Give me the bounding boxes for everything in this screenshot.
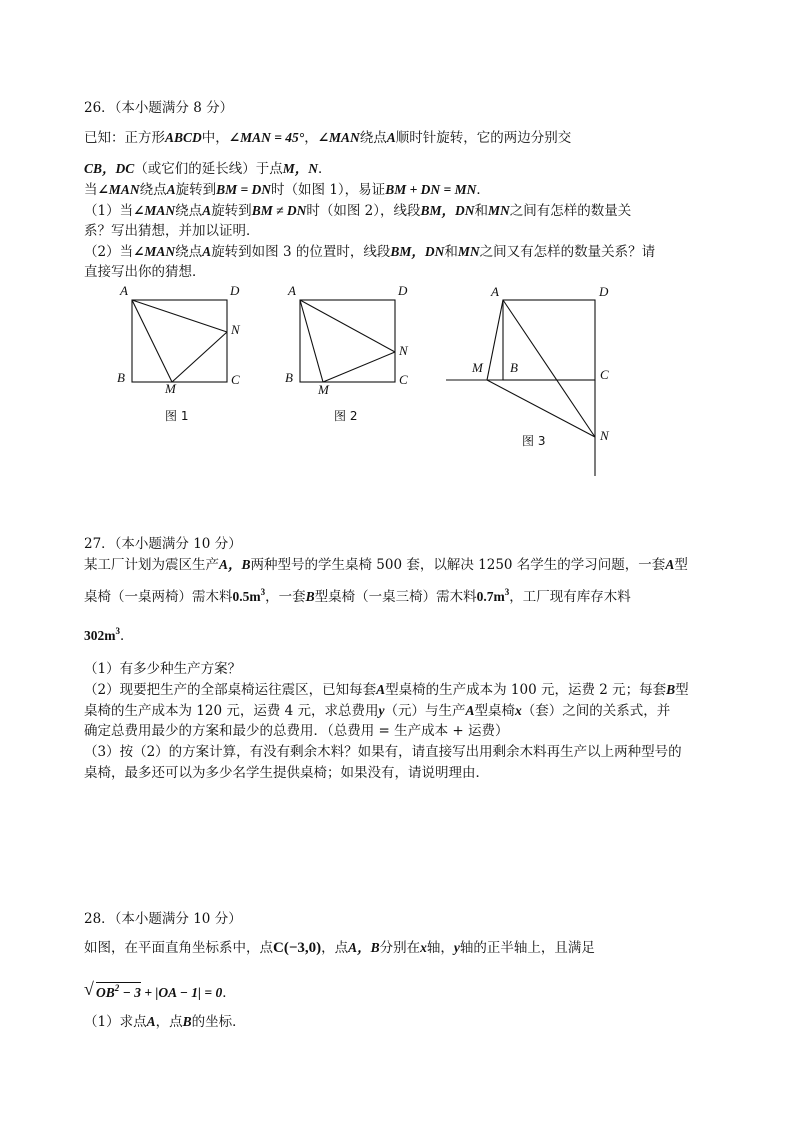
fig2-label-n: N [399, 343, 408, 358]
q27-sub3-line1: （3）按（2）的方案计算，有没有剩余木料？如果有，请直接写出用剩余木料再生产以上两种型号的 [84, 744, 682, 760]
math: ABCD [165, 130, 202, 145]
q27-sub1: （1）有多少种生产方案？ [84, 661, 242, 677]
text: ，点 [321, 940, 349, 956]
text: （1）求点 [84, 1014, 147, 1030]
text: 的坐标． [191, 1014, 246, 1030]
math: MN [488, 203, 510, 218]
fig2-label-a: A [288, 283, 296, 298]
math-value: 0.5m [232, 589, 261, 604]
text: ， [304, 130, 318, 146]
text: 型桌椅 [474, 703, 516, 719]
q27-sub2-line1 [84, 681, 689, 699]
math: ∠MAN [133, 244, 176, 259]
text: 绕点 [175, 244, 203, 260]
q27-line2 [84, 588, 631, 606]
q27-line3 [84, 627, 134, 645]
text: （2）现要把生产的全部桌椅运往震区，已知每套 [84, 682, 377, 698]
text: ，工厂现有库存木料 [509, 589, 631, 605]
fig3-segment-mn [487, 380, 595, 437]
q28-line1 [84, 939, 595, 957]
text: 轴， [426, 940, 454, 956]
fig2-label-d: D [398, 283, 408, 298]
q27-sub2-line3: 确定总费用最少的方案和最少的总费用．（总费用 = 生产成本 + 运费） [84, 723, 509, 739]
superscript: 2 [114, 983, 120, 993]
text: ． [318, 161, 332, 177]
math: ∠MAN [133, 203, 176, 218]
text: （元）与生产 [384, 703, 466, 719]
text: 旋转到 [175, 182, 217, 198]
q27-sub3-line2: 桌椅，最多还可以为多少名学生提供桌椅；如果没有，请说明理由． [84, 765, 489, 781]
text: ，点 [155, 1014, 183, 1030]
text: ． [120, 628, 134, 644]
text: 轴的正半轴上，且满足 [459, 940, 595, 956]
text: 型 [674, 557, 688, 573]
math: ∠MAN [97, 182, 140, 197]
math: A [202, 203, 212, 218]
fig1-label-m: M [165, 381, 176, 396]
fig3-label-c: C [600, 367, 609, 382]
text: 和 [474, 203, 489, 219]
text: （或它们的延长线）于点 [134, 161, 283, 177]
text: （1）当 [84, 203, 134, 219]
math: − 3 [119, 985, 141, 1000]
q28-equation [84, 979, 236, 1002]
q26-sub1-line2: 系？写出猜想，并加以证明． [84, 223, 260, 239]
fig2-label-b: B [285, 370, 293, 385]
text: 和 [444, 244, 458, 260]
fig1-caption: 图 1 [165, 409, 189, 423]
text: （套）之间的关系式，并 [521, 703, 671, 719]
math: A，B [348, 940, 380, 955]
fig3-label-a: A [491, 284, 499, 299]
math: ∠MAN = 45° [228, 130, 305, 145]
text: 桌椅（一桌两椅）需木料 [84, 589, 233, 605]
text: 之间又有怎样的数量关系？请 [479, 244, 656, 260]
q28-sub1 [84, 1013, 246, 1031]
text: 之间有怎样的数量关 [509, 203, 632, 219]
math: A [386, 130, 396, 145]
text: 型 [675, 682, 689, 698]
math: A，B [219, 557, 251, 572]
math: B [666, 682, 676, 697]
fig1-segment-mn [172, 332, 227, 382]
math: A [665, 557, 675, 572]
fig1-segment-am [132, 300, 172, 382]
fig1-label-a: A [120, 283, 128, 298]
math: ∠MAN [317, 130, 360, 145]
text: 顺时针旋转，它的两边分别交 [395, 130, 572, 146]
fig1-square [132, 300, 227, 382]
fig2-segment-am [300, 300, 323, 382]
text: ． [222, 985, 236, 1001]
fig3-label-d: D [599, 284, 609, 299]
math: CB，DC [84, 161, 135, 176]
text: 某工厂计划为震区生产 [84, 557, 219, 573]
text: 当 [84, 182, 98, 198]
fig1-label-c: C [231, 372, 240, 387]
fig2-segment-an [300, 300, 395, 352]
q27-header: 27．（本小题满分 10 分） [84, 536, 242, 552]
q26-figures [0, 0, 794, 500]
fig2-label-m: M [318, 382, 329, 397]
text: ，一套 [265, 589, 306, 605]
superscript: 3 [504, 587, 510, 597]
q26-header: 26．（本小题满分 8 分） [84, 100, 234, 116]
math: BM，DN [420, 203, 475, 218]
text: 两种型号的学生桌椅 500 套，以解决 1250 名学生的学习问题，一套 [250, 557, 666, 573]
math [233, 589, 266, 604]
text: ． [476, 182, 490, 198]
math-value: 0.7m [476, 589, 505, 604]
math: MN [457, 244, 480, 259]
text: 分别在 [379, 940, 421, 956]
fig3-segment-am [487, 300, 503, 380]
radical-sign-icon: √ [84, 979, 94, 999]
superscript: 3 [260, 587, 266, 597]
math: BM，DN [390, 244, 445, 259]
text: 已知：正方形 [84, 130, 165, 146]
fig1-label-n: N [231, 322, 240, 337]
text: 型桌椅（一桌三椅）需木料 [314, 589, 477, 605]
fig2-label-c: C [399, 372, 408, 387]
fig2-square [300, 300, 395, 382]
math: C(−3,0) [273, 940, 322, 956]
math: + |OA − 1| = 0 [140, 985, 223, 1000]
superscript: 3 [115, 626, 120, 636]
text: 绕点 [139, 182, 167, 198]
math: x [420, 940, 427, 955]
math [84, 628, 120, 643]
fig3-label-n: N [600, 428, 609, 443]
text: 旋转到如图 3 的位置时，线段 [211, 244, 391, 260]
fig2-segment-mn [323, 352, 395, 382]
math: BM + DN = MN [385, 182, 477, 197]
text: 绕点 [359, 130, 387, 146]
text: 桌椅的生产成本为 120 元，运费 4 元，求总费用 [84, 703, 379, 719]
math: y [378, 703, 385, 718]
math: B [182, 1014, 192, 1029]
math: BM ≠ DN [251, 203, 307, 218]
math: A [146, 1014, 156, 1029]
text: 绕点 [175, 203, 203, 219]
text: 如图，在平面直角坐标系中，点 [84, 940, 273, 956]
fig1-label-d: D [230, 283, 240, 298]
q27-sub2-line2 [84, 702, 670, 720]
text: 时（如图 2），线段 [306, 203, 421, 219]
math: x [515, 703, 522, 718]
math: OB [96, 985, 115, 1000]
q28-header: 28．（本小题满分 10 分） [84, 911, 242, 927]
fig2-caption: 图 2 [334, 409, 358, 423]
math: A [202, 244, 212, 259]
math: B [305, 589, 315, 604]
fig3-caption: 图 3 [522, 434, 546, 448]
radicand [96, 982, 141, 1002]
text: 时（如图 1），易证 [271, 182, 386, 198]
math: M，N [282, 161, 319, 176]
square-root [84, 979, 141, 1002]
math: A [376, 682, 386, 697]
text: 中， [201, 130, 229, 146]
q26-sub2-line2: 直接写出你的猜想． [84, 264, 206, 280]
text: （2）当 [84, 244, 134, 260]
math: A [465, 703, 475, 718]
math-value: 302m [84, 628, 116, 643]
text: 旋转到 [211, 203, 252, 219]
fig3-label-m: M [472, 360, 483, 375]
math: A [166, 182, 176, 197]
fig1-segment-an [132, 300, 227, 332]
text: 型桌椅的生产成本为 100 元，运费 2 元；每套 [385, 682, 667, 698]
fig1-label-b: B [117, 370, 125, 385]
q27-line1 [84, 556, 688, 574]
math: y [453, 940, 460, 955]
math: BM = DN [216, 182, 272, 197]
fig3-label-b: B [510, 360, 518, 375]
math [477, 589, 510, 604]
